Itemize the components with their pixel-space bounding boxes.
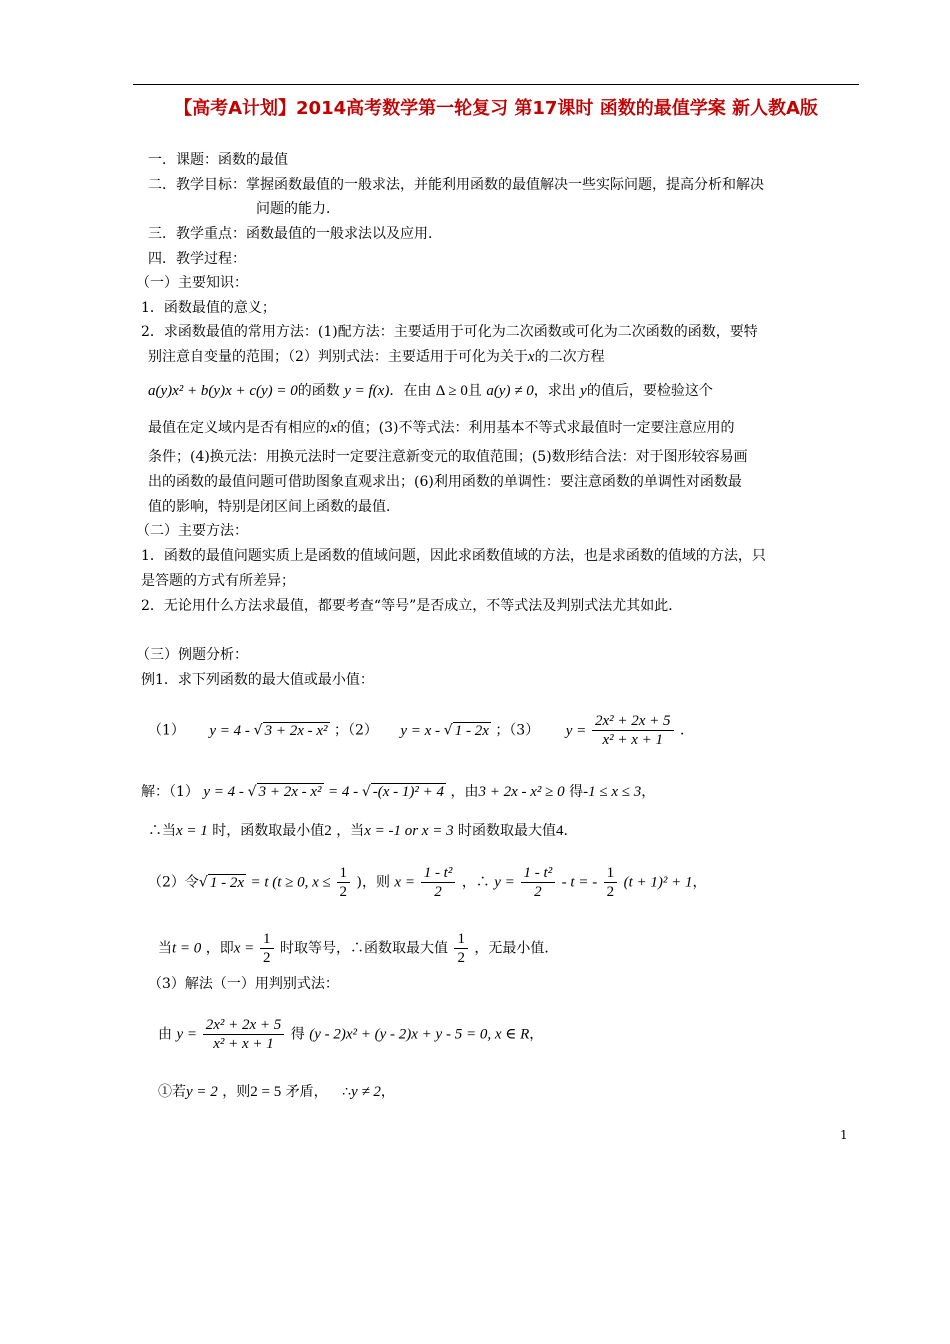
knowledge-item-2: 2．求函数最值的常用方法：(1)配方法：主要适用于可化为二次函数或可化为二次函数的函数，要特 bbox=[141, 324, 758, 340]
solution-2-line1: （2）令√ 1 - 2x = t (t ≥ 0, x ≤ $\frac{1}{2}$ )，则 x = $\frac{\text{1 - t²}}{2}$ ，∴ y = $\frac{\text{1 - t²}}{2}$ - t = - $\frac{1}{2}$ (t + 1)² + 1， bbox=[148, 865, 707, 900]
section-knowledge: （一）主要知识： bbox=[136, 275, 248, 291]
header-rule bbox=[133, 84, 859, 85]
knowledge-item-2-line3: a(y)x² + b(y)x + c(y) = 0的函数 y = f(x)．在由 Δ ≥ 0且 a(y) ≠ 0，求出 y的值后，要检验这个 bbox=[148, 383, 713, 399]
section-examples: （三）例题分析： bbox=[136, 647, 248, 663]
goal-line: 二．教学目标：掌握函数最值的一般求法，并能利用函数的最值解决一些实际问题，提高分析和解决 bbox=[148, 177, 764, 193]
solution-3-line2: ①若y = 2 ，则2 = 5 矛盾， ∴y ≠ 2， bbox=[158, 1084, 395, 1100]
page-title: 【高考A计划】2014高考数学第一轮复习 第17课时 函数的最值学案 新人教A版 bbox=[174, 98, 818, 119]
example-1-functions: （1） y = 4 - √ 3 + 2x - x² ；（2） y = x - √ 1 - 2x ；（3） y = $\frac{\text{2x² + 2x + 5}}{\text{x² + x + 1}}$ ． bbox=[148, 713, 694, 748]
solution-1-line2: ∴当x = 1 时，函数取最小值2 ，当x = -1 or x = 3 时函数取最大值4． bbox=[148, 823, 578, 839]
focus-line: 三．教学重点：函数最值的一般求法以及应用． bbox=[148, 226, 442, 242]
method-item-1-cont: 是答题的方式有所差异； bbox=[141, 573, 295, 589]
solution-3-heading: （3）解法（一）用判别式法： bbox=[148, 976, 339, 992]
knowledge-item-2-line7: 值的影响，特别是闭区间上函数的最值． bbox=[148, 499, 400, 515]
solution-1-line1: 解：（1） y = 4 - √ 3 + 2x - x² = 4 - √ -(x - 1)² + 4 ，由3 + 2x - x² ≥ 0 得-1 ≤ x ≤ 3， bbox=[141, 784, 656, 800]
knowledge-item-2-line6: 出的函数的最值问题可借助图象直观求出；(6)利用函数的单调性：要注意函数的单调性对函数最 bbox=[148, 474, 742, 490]
knowledge-item-1: 1．函数最值的意义； bbox=[141, 300, 276, 316]
solution-3-line1: 由 y = $\frac{\text{2x² + 2x + 5}}{\text{x² + x + 1}}$ 得 (y - 2)x² + (y - 2)x + y - 5 = 0, x ∈ R， bbox=[158, 1017, 544, 1052]
goal-line-cont: 问题的能力． bbox=[256, 201, 340, 217]
solution-2-line2: 当t = 0 ，即x = $\frac{1}{2}$ 时取等号，∴函数取最大值 $\frac{1}{2}$ ，无最小值． bbox=[158, 931, 559, 966]
process-line: 四．教学过程： bbox=[148, 251, 246, 267]
method-item-1: 1．函数的最值问题实质上是函数的值域问题，因此求函数值域的方法，也是求函数的值域的方法，只 bbox=[141, 548, 766, 564]
page-number: 1 bbox=[840, 1128, 848, 1142]
topic-line: 一．课题：函数的最值 bbox=[148, 152, 288, 168]
knowledge-item-2-line5: 条件；(4)换元法：用换元法时一定要注意新变元的取值范围；(5)数形结合法：对于图形较容易画 bbox=[148, 449, 748, 465]
example-1-title: 例1．求下列函数的最大值或最小值： bbox=[141, 672, 374, 688]
knowledge-item-2-line4: 最值在定义域内是否有相应的x的值；(3)不等式法：利用基本不等式求最值时一定要注意应用的 bbox=[148, 420, 735, 436]
knowledge-item-2-line2: 别注意自变量的范围；（2）判别式法：主要适用于可化为关于x的二次方程 bbox=[148, 349, 605, 365]
method-item-2: 2．无论用什么方法求最值，都要考查“等号”是否成立，不等式法及判别式法尤其如此． bbox=[141, 598, 683, 614]
section-methods: （二）主要方法： bbox=[136, 523, 248, 539]
